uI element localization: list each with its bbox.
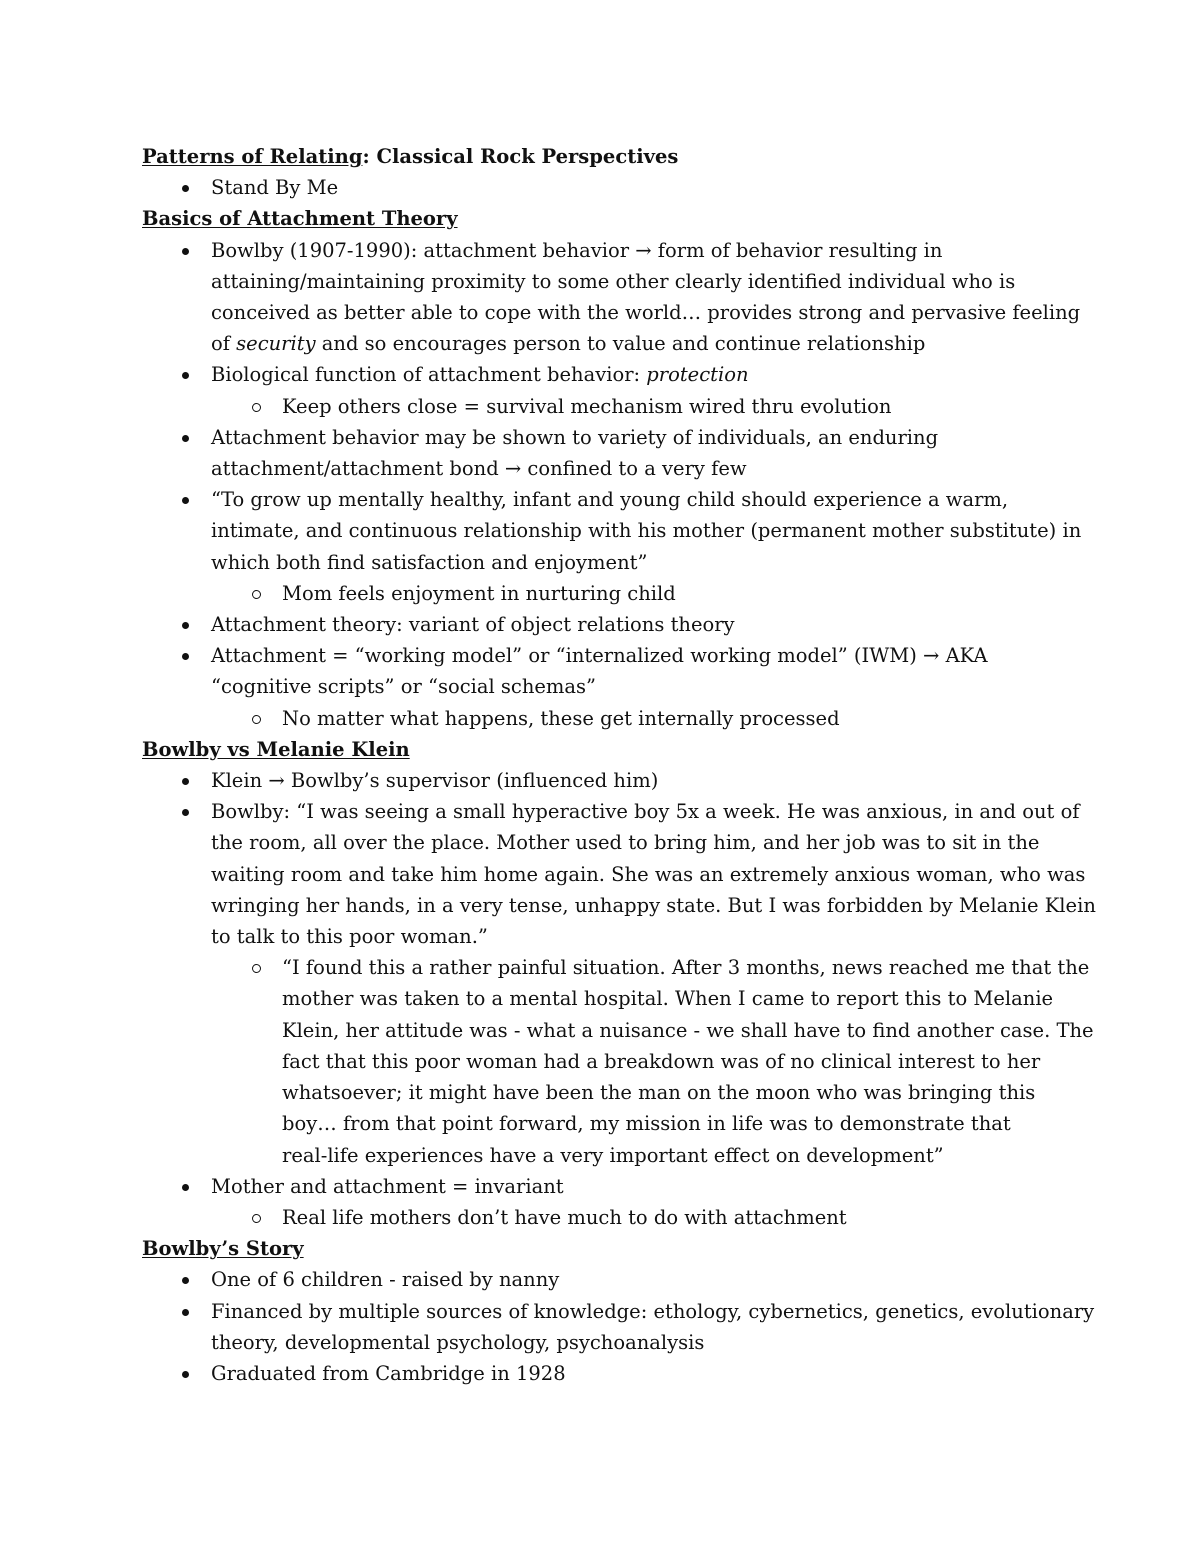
list-item-text: One of 6 children - raised by nanny bbox=[211, 1268, 560, 1292]
section-heading-underlined: Bowlby’s Story bbox=[142, 1237, 304, 1261]
section-heading bbox=[142, 1233, 1062, 1264]
list-item-text: mother was taken to a mental hospital. When I came to report this to Melanie bbox=[282, 987, 1054, 1011]
section-heading-underlined: Basics of Attachment Theory bbox=[142, 207, 458, 231]
list-item bbox=[142, 1264, 1062, 1295]
section-heading-underlined: Patterns of Relating bbox=[142, 145, 363, 168]
list-item-text: “cognitive scripts” or “social schemas” bbox=[211, 675, 597, 699]
list-item-text: Mom feels enjoyment in nurturing child bbox=[282, 581, 676, 605]
italic-emphasis: security bbox=[236, 332, 316, 356]
list-item-text: attaining/maintaining proximity to some other clearly identified individual who is bbox=[211, 269, 1016, 293]
list-item-text: which both find satisfaction and enjoyment” bbox=[211, 550, 648, 574]
list-item-text: Keep others close = survival mechanism wired thru evolution bbox=[282, 394, 892, 418]
list-item-text: wringing her hands, in a very tense, unhappy state. But I was forbidden by Melanie Klein bbox=[211, 893, 1096, 917]
list-item-text: the room, all over the place. Mother used to bring him, and her job was to sit in the bbox=[211, 831, 1040, 855]
sub-list-item bbox=[142, 703, 1062, 734]
list-item bbox=[142, 1171, 1062, 1202]
list-item-text: Graduated from Cambridge in 1928 bbox=[211, 1361, 566, 1385]
section-heading bbox=[142, 141, 1062, 172]
list-item-text: theory, developmental psychology, psychoanalysis bbox=[211, 1330, 705, 1354]
list-item-text: Klein, her attitude was - what a nuisance - we shall have to find another case. The bbox=[282, 1018, 1094, 1042]
list-item-text: conceived as better able to cope with the world… provides strong and pervasive feeling bbox=[211, 301, 1081, 325]
list-item bbox=[142, 1296, 1095, 1358]
list-item-text: Bowlby: “I was seeing a small hyperactive boy 5x a week. He was anxious, in and out of bbox=[211, 800, 1080, 824]
document-content bbox=[142, 141, 1096, 1389]
list-item bbox=[142, 609, 1062, 640]
list-item-text: “To grow up mentally healthy, infant and young child should experience a warm, bbox=[211, 488, 1009, 512]
list-item-text: attachment/attachment bond → confined to a very few bbox=[211, 457, 747, 481]
list-item-text: Klein → Bowlby’s supervisor (influenced him) bbox=[211, 769, 659, 793]
list-item-text: No matter what happens, these get internally processed bbox=[282, 706, 840, 730]
list-item bbox=[142, 796, 1096, 952]
sub-list-item bbox=[142, 1202, 1062, 1233]
list-item-text: whatsoever; it might have been the man on the moon who was bringing this bbox=[282, 1081, 1036, 1105]
list-item bbox=[142, 765, 1062, 796]
list-item bbox=[142, 422, 1062, 484]
list-item-text: Mother and attachment = invariant bbox=[211, 1174, 564, 1198]
italic-emphasis: protection bbox=[646, 363, 749, 387]
section-heading-subtitle: : Classical Rock Perspectives bbox=[362, 145, 679, 168]
list-item bbox=[142, 235, 1081, 360]
list-item-text: to talk to this poor woman.” bbox=[211, 925, 488, 949]
list-item-text: Attachment = “working model” or “internalized working model” (IWM) → AKA bbox=[211, 644, 988, 668]
section-heading bbox=[142, 203, 1062, 234]
list-item-text: “I found this a rather painful situation. After 3 months, news reached me that the bbox=[282, 956, 1090, 980]
list-item-text: Bowlby (1907-1990): attachment behavior → form of behavior resulting in bbox=[211, 238, 943, 262]
list-item-text: Biological function of attachment behavior: protection bbox=[211, 363, 749, 387]
list-item-text: waiting room and take him home again. She was an extremely anxious woman, who was bbox=[211, 862, 1086, 886]
list-item-text: fact that this poor woman had a breakdown was of no clinical interest to her bbox=[282, 1049, 1041, 1073]
list-item bbox=[142, 359, 1062, 390]
list-item-text: Financed by multiple sources of knowledge: ethology, cybernetics, genetics, evolutionary bbox=[211, 1299, 1095, 1323]
list-item bbox=[142, 1358, 1062, 1389]
sub-list-item bbox=[142, 952, 1094, 1170]
list-item-text: of security and so encourages person to value and continue relationship bbox=[211, 332, 926, 356]
list-item-text: Real life mothers don’t have much to do with attachment bbox=[282, 1205, 847, 1229]
section-heading bbox=[142, 734, 1062, 765]
section-heading-underlined: Bowlby vs Melanie Klein bbox=[142, 737, 410, 761]
list-item-text: intimate, and continuous relationship with his mother (permanent mother substitute) in bbox=[211, 519, 1082, 543]
list-item-text: boy… from that point forward, my mission in life was to demonstrate that bbox=[282, 1112, 1011, 1136]
list-item bbox=[142, 640, 1062, 702]
list-item-text: Attachment theory: variant of object relations theory bbox=[211, 613, 735, 637]
list-item bbox=[142, 484, 1082, 578]
list-item-text: Stand By Me bbox=[211, 176, 339, 200]
list-item bbox=[142, 172, 1062, 203]
sub-list-item bbox=[142, 391, 1062, 422]
list-item-text: Attachment behavior may be shown to variety of individuals, an enduring bbox=[211, 425, 939, 449]
sub-list-item bbox=[142, 578, 1062, 609]
list-item-text: real-life experiences have a very important effect on development” bbox=[282, 1143, 944, 1167]
